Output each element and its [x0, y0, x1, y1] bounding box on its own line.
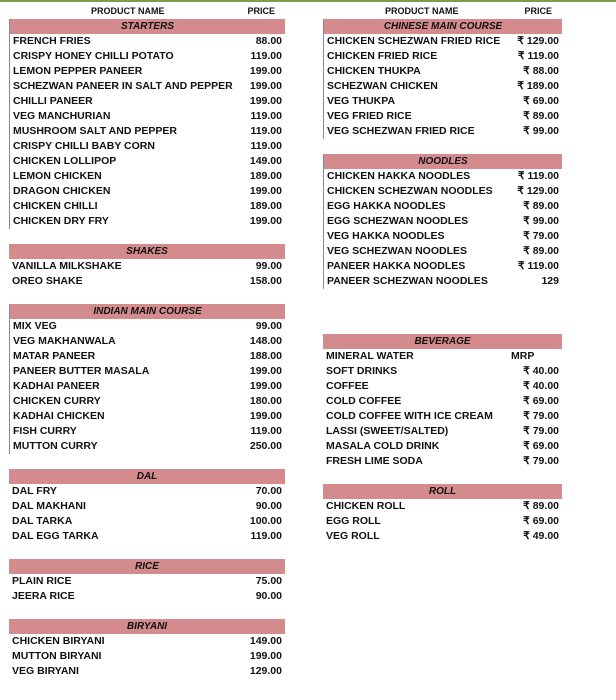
item-price: ₹ 79.00: [523, 230, 559, 242]
item-price: 119.00: [250, 530, 282, 542]
item-name: EGG ROLL: [326, 515, 381, 527]
item-name: LEMON CHICKEN: [13, 170, 102, 182]
item-name: PANEER HAKKA NOODLES: [327, 260, 466, 272]
item-price: 119.00: [250, 50, 282, 62]
menu-item: [324, 229, 562, 244]
item-name: CHICKEN ROLL: [326, 500, 406, 512]
item-name: FRESH LIME SODA: [326, 455, 423, 467]
item-name: CHICKEN CHILLI: [13, 200, 98, 212]
menu-item: [323, 364, 562, 379]
menu-item: [9, 259, 285, 274]
section-title: ROLL: [323, 484, 562, 499]
item-name: CHICKEN FRIED RICE: [327, 50, 438, 62]
item-price: 119.00: [250, 140, 282, 152]
item-name: PANEER SCHEZWAN NOODLES: [327, 275, 488, 287]
item-price: 199.00: [249, 80, 282, 92]
item-price: 189.00: [249, 170, 282, 182]
section-beverage: [323, 334, 562, 469]
item-name: OREO SHAKE: [12, 275, 83, 287]
left-column-header: [9, 4, 285, 19]
menu-item: [10, 394, 285, 409]
item-price: 199.00: [249, 410, 282, 422]
product-name-header: PRODUCT NAME: [385, 6, 459, 16]
item-name: EGG SCHEZWAN NOODLES: [327, 215, 469, 227]
item-price: 90.00: [255, 500, 282, 512]
item-price: ₹ 119.00: [517, 50, 559, 62]
item-name: KADHAI CHICKEN: [13, 410, 105, 422]
item-price: 188.00: [249, 350, 282, 362]
item-name: CHICKEN DRY FRY: [13, 215, 109, 227]
item-price: 99.00: [255, 320, 282, 332]
menu-item: [324, 109, 562, 124]
menu-item: [10, 94, 285, 109]
section-chinese-main-course: [323, 19, 562, 139]
item-name: MATAR PANEER: [13, 350, 96, 362]
item-price: ₹ 40.00: [523, 365, 559, 377]
item-price: 149.00: [249, 155, 282, 167]
menu-item: [324, 274, 562, 289]
menu-item: [10, 64, 285, 79]
item-price: 158.00: [249, 275, 282, 287]
menu-item: [324, 49, 562, 64]
section-title: INDIAN MAIN COURSE: [10, 304, 285, 319]
menu-item: [10, 349, 285, 364]
section-title: SHAKES: [9, 244, 285, 259]
item-price: 99.00: [255, 260, 282, 272]
item-name: DAL TARKA: [12, 515, 73, 527]
item-price: 100.00: [249, 515, 282, 527]
section-title: RICE: [9, 559, 285, 574]
menu-item: [324, 34, 562, 49]
menu-item: [9, 514, 285, 529]
item-name: CRISPY CHILLI BABY CORN: [13, 140, 155, 152]
item-name: SCHEZWAN CHICKEN: [327, 80, 438, 92]
menu-item: [10, 379, 285, 394]
menu-item: [9, 589, 285, 604]
menu-item: [10, 184, 285, 199]
item-name: LASSI (SWEET/SALTED): [326, 425, 449, 437]
menu-item: [10, 124, 285, 139]
menu-item: [10, 424, 285, 439]
item-price: ₹ 89.00: [523, 245, 559, 257]
menu-item: [324, 214, 562, 229]
menu-item: [9, 664, 285, 679]
menu-item: [10, 49, 285, 64]
item-price: ₹ 119.00: [517, 170, 559, 182]
item-name: KADHAI PANEER: [13, 380, 100, 392]
item-name: VEG SCHEZWAN FRIED RICE: [327, 125, 475, 137]
menu-item: [323, 439, 562, 454]
item-price: ₹ 99.00: [523, 125, 559, 137]
item-name: DAL MAKHANI: [12, 500, 86, 512]
menu-item: [9, 274, 285, 289]
item-name: CRISPY HONEY CHILLI POTATO: [13, 50, 174, 62]
item-price: 119.00: [250, 125, 282, 137]
item-name: VEG MAKHANWALA: [13, 335, 116, 347]
price-header: PRICE: [247, 6, 275, 16]
right-column-header: [323, 4, 562, 19]
item-name: MUTTON BIRYANI: [12, 650, 102, 662]
item-name: VEG ROLL: [326, 530, 380, 542]
item-price: 88.00: [255, 35, 282, 47]
section-indian-main-course: [9, 304, 285, 454]
menu-item: [323, 529, 562, 544]
menu-item: [9, 484, 285, 499]
item-name: CHILLI PANEER: [13, 95, 93, 107]
item-name: VEG BIRYANI: [12, 665, 79, 677]
item-name: CHICKEN SCHEZWAN FRIED RICE: [327, 35, 501, 47]
item-price: ₹ 189.00: [517, 80, 559, 92]
item-price: ₹ 89.00: [523, 500, 559, 512]
menu-item: [324, 169, 562, 184]
menu-item: [10, 139, 285, 154]
menu-item: [323, 514, 562, 529]
item-price: ₹ 129.00: [517, 35, 559, 47]
menu-item: [9, 499, 285, 514]
item-price: 75.00: [255, 575, 282, 587]
item-price: ₹ 69.00: [523, 95, 559, 107]
menu-item: [323, 394, 562, 409]
item-price: 199.00: [249, 215, 282, 227]
menu-item: [10, 79, 285, 94]
item-price: ₹ 89.00: [523, 200, 559, 212]
item-name: VEG MANCHURIAN: [13, 110, 111, 122]
item-price: 149.00: [249, 635, 282, 647]
item-name: EGG HAKKA NOODLES: [327, 200, 446, 212]
item-name: LEMON PEPPER PANEER: [13, 65, 143, 77]
item-name: MINERAL WATER: [326, 350, 414, 362]
item-name: SOFT DRINKS: [326, 365, 398, 377]
menu-item: [10, 109, 285, 124]
item-price: ₹ 79.00: [523, 410, 559, 422]
menu-item: [323, 409, 562, 424]
right-column: [323, 4, 562, 542]
item-price: ₹ 79.00: [523, 425, 559, 437]
section-starters: [9, 19, 285, 229]
item-name: CHICKEN HAKKA NOODLES: [327, 170, 471, 182]
menu-item: [323, 454, 562, 469]
item-price: 250.00: [249, 440, 282, 452]
menu-item: [324, 64, 562, 79]
item-price: ₹ 69.00: [523, 440, 559, 452]
menu-item: [324, 124, 562, 139]
menu-item: [324, 94, 562, 109]
item-name: CHICKEN BIRYANI: [12, 635, 105, 647]
item-price: 199.00: [249, 365, 282, 377]
item-name: CHICKEN THUKPA: [327, 65, 421, 77]
item-price: ₹ 69.00: [523, 395, 559, 407]
item-price: ₹ 69.00: [523, 515, 559, 527]
item-name: CHICKEN CURRY: [13, 395, 101, 407]
menu-item: [323, 379, 562, 394]
menu-item: [324, 244, 562, 259]
item-price: ₹ 119.00: [517, 260, 559, 272]
item-price: 119.00: [250, 425, 282, 437]
item-name: DAL FRY: [12, 485, 57, 497]
item-price: MRP: [511, 350, 535, 362]
section-title: CHINESE MAIN COURSE: [324, 19, 562, 34]
item-price: 199.00: [249, 95, 282, 107]
menu-item: [10, 364, 285, 379]
item-price: ₹ 40.00: [523, 380, 559, 392]
item-price: 189.00: [249, 200, 282, 212]
section-title: BEVERAGE: [323, 334, 562, 349]
left-column: [9, 4, 285, 677]
item-name: MIX VEG: [13, 320, 57, 332]
item-price: ₹ 99.00: [523, 215, 559, 227]
menu-item: [10, 409, 285, 424]
item-price: ₹ 79.00: [523, 455, 559, 467]
item-name: JEERA RICE: [12, 590, 75, 602]
item-price: ₹ 49.00: [523, 530, 559, 542]
menu-item: [323, 424, 562, 439]
item-price: 180.00: [249, 395, 282, 407]
section-dal: [9, 469, 285, 544]
item-price: 129: [541, 275, 559, 287]
item-price: 199.00: [249, 380, 282, 392]
menu-item: [10, 334, 285, 349]
menu-item: [10, 439, 285, 454]
section-noodles: [323, 154, 562, 289]
menu-item: [10, 154, 285, 169]
section-title: DAL: [9, 469, 285, 484]
menu-item: [10, 214, 285, 229]
item-name: VANILLA MILKSHAKE: [12, 260, 122, 272]
item-name: FISH CURRY: [13, 425, 77, 437]
section-title: STARTERS: [10, 19, 285, 34]
item-name: PLAIN RICE: [12, 575, 72, 587]
item-price: 119.00: [250, 110, 282, 122]
menu-item: [10, 34, 285, 49]
item-price: 129.00: [249, 665, 282, 677]
menu-item: [9, 529, 285, 544]
item-price: 90.00: [255, 590, 282, 602]
item-name: SCHEZWAN PANEER IN SALT AND PEPPER: [13, 80, 233, 92]
top-rule: [0, 0, 616, 2]
menu-item: [323, 349, 562, 364]
item-price: ₹ 88.00: [523, 65, 559, 77]
item-name: VEG HAKKA NOODLES: [327, 230, 445, 242]
item-name: VEG THUKPA: [327, 95, 396, 107]
item-price: 199.00: [249, 185, 282, 197]
item-name: COLD COFFEE: [326, 395, 402, 407]
menu-item: [10, 199, 285, 214]
item-name: DRAGON CHICKEN: [13, 185, 111, 197]
section-biryani: [9, 619, 285, 679]
item-price: 199.00: [249, 650, 282, 662]
item-name: CHICKEN SCHEZWAN NOODLES: [327, 185, 493, 197]
item-name: PANEER BUTTER MASALA: [13, 365, 150, 377]
menu-item: [9, 634, 285, 649]
item-price: ₹ 89.00: [523, 110, 559, 122]
item-name: MUSHROOM SALT AND PEPPER: [13, 125, 177, 137]
menu-item: [10, 169, 285, 184]
item-name: VEG SCHEZWAN NOODLES: [327, 245, 468, 257]
menu-item: [10, 319, 285, 334]
item-price: 199.00: [249, 65, 282, 77]
menu-item: [324, 199, 562, 214]
section-title: NOODLES: [324, 154, 562, 169]
menu-item: [9, 574, 285, 589]
item-price: 148.00: [249, 335, 282, 347]
product-name-header: PRODUCT NAME: [91, 6, 165, 16]
price-header: PRICE: [524, 6, 552, 16]
item-price: ₹ 129.00: [517, 185, 559, 197]
item-name: DAL EGG TARKA: [12, 530, 99, 542]
menu-item: [324, 184, 562, 199]
item-name: FRENCH FRIES: [13, 35, 91, 47]
section-shakes: [9, 244, 285, 289]
section-roll: [323, 484, 562, 544]
item-name: MASALA COLD DRINK: [326, 440, 440, 452]
item-name: COFFEE: [326, 380, 369, 392]
menu-item: [9, 649, 285, 664]
menu-item: [324, 79, 562, 94]
menu-item: [324, 259, 562, 274]
item-name: CHICKEN LOLLIPOP: [13, 155, 117, 167]
section-rice: [9, 559, 285, 604]
item-price: 70.00: [255, 485, 282, 497]
menu-item: [323, 499, 562, 514]
item-name: MUTTON CURRY: [13, 440, 98, 452]
item-name: VEG FRIED RICE: [327, 110, 412, 122]
item-name: COLD COFFEE WITH ICE CREAM: [326, 410, 493, 422]
section-title: BIRYANI: [9, 619, 285, 634]
